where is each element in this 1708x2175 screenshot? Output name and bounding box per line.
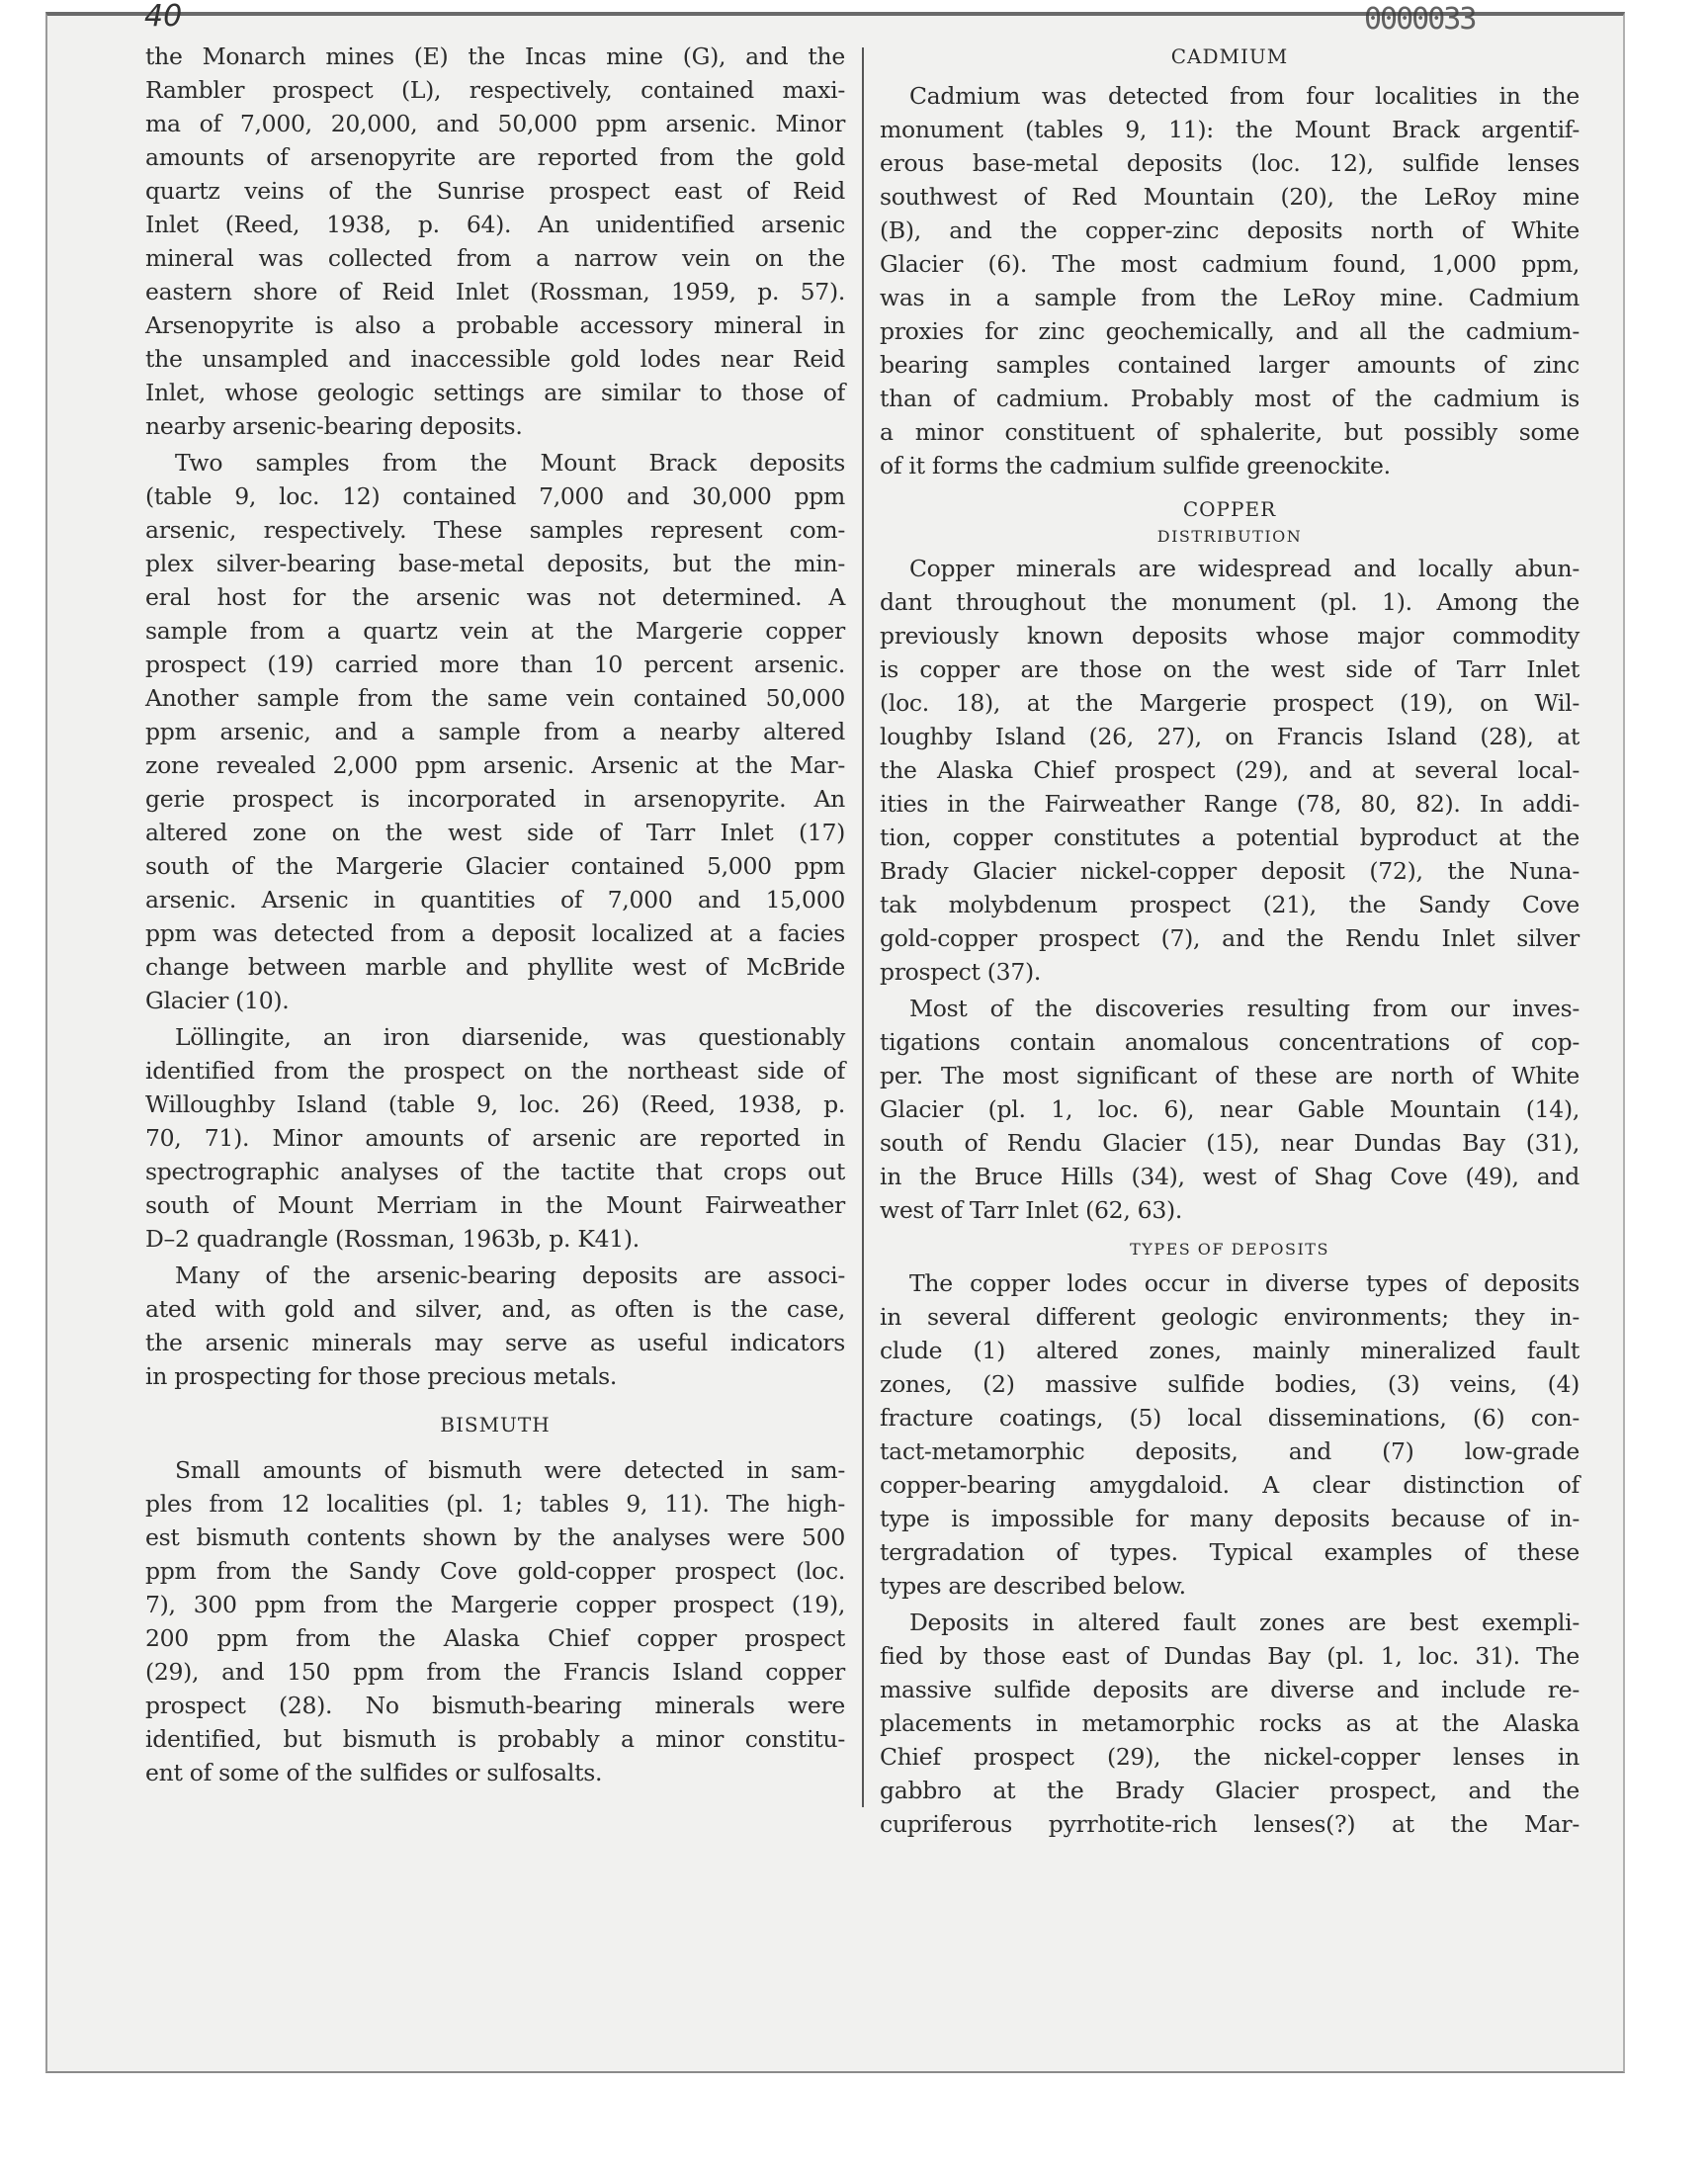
text-line: gerie prospect is incorporated in arsenopyrite. An bbox=[145, 785, 845, 813]
document-number-stamp: 0000033 bbox=[1364, 2, 1476, 37]
text-line: (table 9, loc. 12) contained 7,000 and 30,000 ppm bbox=[145, 482, 845, 510]
text-line: clude (1) altered zones, mainly mineralized fault bbox=[880, 1337, 1580, 1364]
text-line: (B), and the copper-zinc deposits north of White bbox=[880, 217, 1580, 244]
text-line: quartz veins of the Sunrise prospect east of Reid bbox=[145, 177, 845, 205]
text-line: Most of the discoveries resulting from our inves- bbox=[909, 995, 1580, 1022]
text-line: ated with gold and silver, and, as often is the case, bbox=[145, 1295, 845, 1323]
text-line: the arsenic minerals may serve as useful indicators bbox=[145, 1329, 845, 1356]
text-line: zones, (2) massive sulfide bodies, (3) veins, (4) bbox=[880, 1370, 1580, 1398]
text-line: a minor constituent of sphalerite, but possibly some bbox=[880, 418, 1580, 446]
text-line: Glacier (10). bbox=[145, 987, 290, 1014]
text-line: Löllingite, an iron diarsenide, was questionably bbox=[175, 1023, 845, 1051]
text-line: eastern shore of Reid Inlet (Rossman, 1959, p. 57). bbox=[145, 278, 845, 305]
text-line: ma of 7,000, 20,000, and 50,000 ppm arsenic. Minor bbox=[145, 110, 845, 137]
text-line: gabbro at the Brady Glacier prospect, and the bbox=[880, 1777, 1580, 1804]
text-line: Deposits in altered fault zones are best exempli- bbox=[909, 1609, 1580, 1636]
text-line: Inlet, whose geologic settings are similar to those of bbox=[145, 379, 845, 406]
text-line: altered zone on the west side of Tarr Inlet (17) bbox=[145, 819, 845, 846]
text-line: southwest of Red Mountain (20), the LeRoy mine bbox=[880, 183, 1580, 211]
text-line: amounts of arsenopyrite are reported from the gold bbox=[145, 143, 845, 171]
text-line: Brady Glacier nickel-copper deposit (72), the Nuna- bbox=[880, 857, 1580, 885]
text-line: eral host for the arsenic was not determined. A bbox=[145, 583, 845, 611]
text-line: Chief prospect (29), the nickel-copper lenses in bbox=[880, 1743, 1580, 1771]
text-line: massive sulfide deposits are diverse and include re- bbox=[880, 1676, 1580, 1703]
text-line: Small amounts of bismuth were detected in sam- bbox=[175, 1456, 845, 1484]
right-column bbox=[880, 40, 1580, 1841]
text-line: copper-bearing amygdaloid. A clear distinction of bbox=[880, 1471, 1580, 1499]
text-line: Glacier (6). The most cadmium found, 1,000 ppm, bbox=[880, 250, 1580, 278]
text-line: (29), and 150 ppm from the Francis Island copper bbox=[145, 1658, 845, 1686]
text-line: Another sample from the same vein contained 50,000 bbox=[145, 684, 845, 712]
text-line: 7), 300 ppm from the Margerie copper prospect (19), bbox=[145, 1591, 845, 1618]
text-line: tak molybdenum prospect (21), the Sandy Cove bbox=[880, 891, 1580, 918]
text-line: Arsenopyrite is also a probable accessory mineral in bbox=[145, 311, 845, 339]
text-line: ples from 12 localities (pl. 1; tables 9, 11). The high- bbox=[145, 1490, 845, 1518]
text-line: identified from the prospect on the northeast side of bbox=[145, 1057, 845, 1085]
paragraph bbox=[880, 1266, 1580, 1603]
text-line: (loc. 18), at the Margerie prospect (19), on Wil- bbox=[880, 689, 1580, 717]
text-line: type is impossible for many deposits because of in- bbox=[880, 1505, 1580, 1532]
text-line: ppm was detected from a deposit localized at a facies bbox=[145, 919, 845, 947]
text-line: south of the Margerie Glacier contained 5,000 ppm bbox=[145, 852, 845, 880]
text-line: ppm arsenic, and a sample from a nearby altered bbox=[145, 718, 845, 745]
text-line: prospect (37). bbox=[880, 958, 1042, 986]
text-line: cupriferous pyrrhotite-rich lenses(?) at the Mar- bbox=[880, 1810, 1580, 1838]
column-divider bbox=[862, 47, 864, 1807]
text-line: Cadmium was detected from four localities in the bbox=[909, 82, 1580, 110]
section-heading: BISMUTH bbox=[440, 1413, 551, 1436]
section-heading: COPPER bbox=[1182, 497, 1277, 521]
paragraph bbox=[145, 446, 845, 1017]
text-line: Glacier (pl. 1, loc. 6), near Gable Mountain (14), bbox=[880, 1095, 1580, 1123]
text-line: zone revealed 2,000 ppm arsenic. Arsenic at the Mar- bbox=[145, 751, 845, 779]
text-line: placements in metamorphic rocks as at the Alaska bbox=[880, 1709, 1580, 1737]
left-column bbox=[145, 40, 845, 1789]
text-line: arsenic. Arsenic in quantities of 7,000 and 15,000 bbox=[145, 886, 845, 914]
paragraph bbox=[145, 1020, 845, 1256]
text-line: sample from a quartz vein at the Margerie copper bbox=[145, 617, 845, 645]
text-line: 70, 71). Minor amounts of arsenic are reported in bbox=[145, 1124, 845, 1152]
text-line: tion, copper constitutes a potential byproduct at the bbox=[880, 824, 1580, 851]
text-line: Copper minerals are widespread and locally abun- bbox=[909, 555, 1580, 582]
text-line: south of Mount Merriam in the Mount Fairweather bbox=[145, 1191, 845, 1219]
paragraph bbox=[145, 1453, 845, 1789]
text-line: in several different geologic environments; they in- bbox=[880, 1303, 1580, 1331]
text-line: tact-metamorphic deposits, and (7) low-grade bbox=[880, 1437, 1580, 1465]
text-line: the unsampled and inaccessible gold lodes near Reid bbox=[145, 345, 845, 373]
text-line: Many of the arsenic-bearing deposits are associ- bbox=[175, 1262, 845, 1289]
text-line: mineral was collected from a narrow vein on the bbox=[145, 244, 845, 272]
text-line: previously known deposits whose major commodity bbox=[880, 622, 1580, 650]
text-line: plex silver-bearing base-metal deposits, but the min- bbox=[145, 550, 845, 577]
section-heading: TYPES OF DEPOSITS bbox=[1130, 1240, 1329, 1259]
paragraph bbox=[145, 1259, 845, 1393]
text-line: of it forms the cadmium sulfide greenockite. bbox=[880, 452, 1391, 479]
text-line: Inlet (Reed, 1938, p. 64). An unidentified arsenic bbox=[145, 211, 845, 238]
text-line: D–2 quadrangle (Rossman, 1963b, p. K41). bbox=[145, 1225, 640, 1253]
text-line: prospect (19) carried more than 10 percent arsenic. bbox=[145, 651, 845, 678]
text-line: monument (tables 9, 11): the Mount Brack argentif- bbox=[880, 116, 1580, 143]
text-line: est bismuth contents shown by the analyses were 500 bbox=[145, 1523, 845, 1551]
text-line: prospect (28). No bismuth-bearing minerals were bbox=[145, 1692, 845, 1719]
text-line: fracture coatings, (5) local disseminations, (6) con- bbox=[880, 1404, 1580, 1432]
text-line: west of Tarr Inlet (62, 63). bbox=[880, 1196, 1183, 1224]
text-line: dant throughout the monument (pl. 1). Among the bbox=[880, 588, 1580, 616]
section-heading: CADMIUM bbox=[1170, 44, 1289, 68]
text-line: gold-copper prospect (7), and the Rendu Inlet silver bbox=[880, 924, 1580, 952]
text-line: the Monarch mines (E) the Incas mine (G), and the bbox=[145, 43, 845, 70]
text-line: Willoughby Island (table 9, loc. 26) (Reed, 1938, p. bbox=[145, 1090, 845, 1118]
section-heading: DISTRIBUTION bbox=[1156, 527, 1303, 546]
text-line: tergradation of types. Typical examples of these bbox=[880, 1538, 1580, 1566]
page-number: 40 bbox=[144, 0, 183, 34]
paragraph bbox=[880, 992, 1580, 1227]
text-line: fied by those east of Dundas Bay (pl. 1, loc. 31). The bbox=[880, 1642, 1580, 1670]
text-line: south of Rendu Glacier (15), near Dundas Bay (31), bbox=[880, 1129, 1580, 1157]
text-line: types are described below. bbox=[880, 1572, 1186, 1600]
text-line: loughby Island (26, 27), on Francis Island (28), at bbox=[880, 723, 1580, 750]
text-line: tigations contain anomalous concentrations of cop- bbox=[880, 1028, 1580, 1056]
text-line: The copper lodes occur in diverse types of deposits bbox=[909, 1269, 1580, 1297]
paragraph bbox=[880, 79, 1580, 482]
text-line: per. The most significant of these are north of White bbox=[880, 1062, 1580, 1089]
text-line: was in a sample from the LeRoy mine. Cadmium bbox=[880, 284, 1580, 311]
text-line: in prospecting for those precious metals. bbox=[145, 1362, 618, 1390]
text-line: change between marble and phyllite west of McBride bbox=[145, 953, 845, 981]
text-line: spectrographic analyses of the tactite that crops out bbox=[145, 1158, 845, 1185]
text-line: proxies for zinc geochemically, and all the cadmium- bbox=[880, 317, 1580, 345]
text-line: the Alaska Chief prospect (29), and at several local- bbox=[880, 756, 1580, 784]
text-line: identified, but bismuth is probably a minor constitu- bbox=[145, 1725, 845, 1753]
text-line: erous base-metal deposits (loc. 12), sulfide lenses bbox=[880, 149, 1580, 177]
text-line: Rambler prospect (L), respectively, contained maxi- bbox=[145, 76, 845, 104]
text-line: 200 ppm from the Alaska Chief copper prospect bbox=[145, 1624, 845, 1652]
text-line: than of cadmium. Probably most of the cadmium is bbox=[880, 385, 1580, 412]
text-line: nearby arsenic-bearing deposits. bbox=[145, 412, 523, 440]
text-line: Two samples from the Mount Brack deposits bbox=[175, 449, 845, 477]
text-line: is copper are those on the west side of Tarr Inlet bbox=[880, 655, 1580, 683]
text-line: in the Bruce Hills (34), west of Shag Cove (49), and bbox=[880, 1163, 1580, 1190]
text-line: ppm from the Sandy Cove gold-copper prospect (loc. bbox=[145, 1557, 845, 1585]
text-line: ent of some of the sulfides or sulfosalts. bbox=[145, 1759, 603, 1786]
paragraph bbox=[145, 40, 845, 443]
text-line: bearing samples contained larger amounts of zinc bbox=[880, 351, 1580, 379]
paragraph bbox=[880, 1606, 1580, 1841]
paragraph bbox=[880, 552, 1580, 989]
text-line: arsenic, respectively. These samples represent com- bbox=[145, 516, 845, 544]
text-line: ities in the Fairweather Range (78, 80, 82). In addi- bbox=[880, 790, 1580, 818]
